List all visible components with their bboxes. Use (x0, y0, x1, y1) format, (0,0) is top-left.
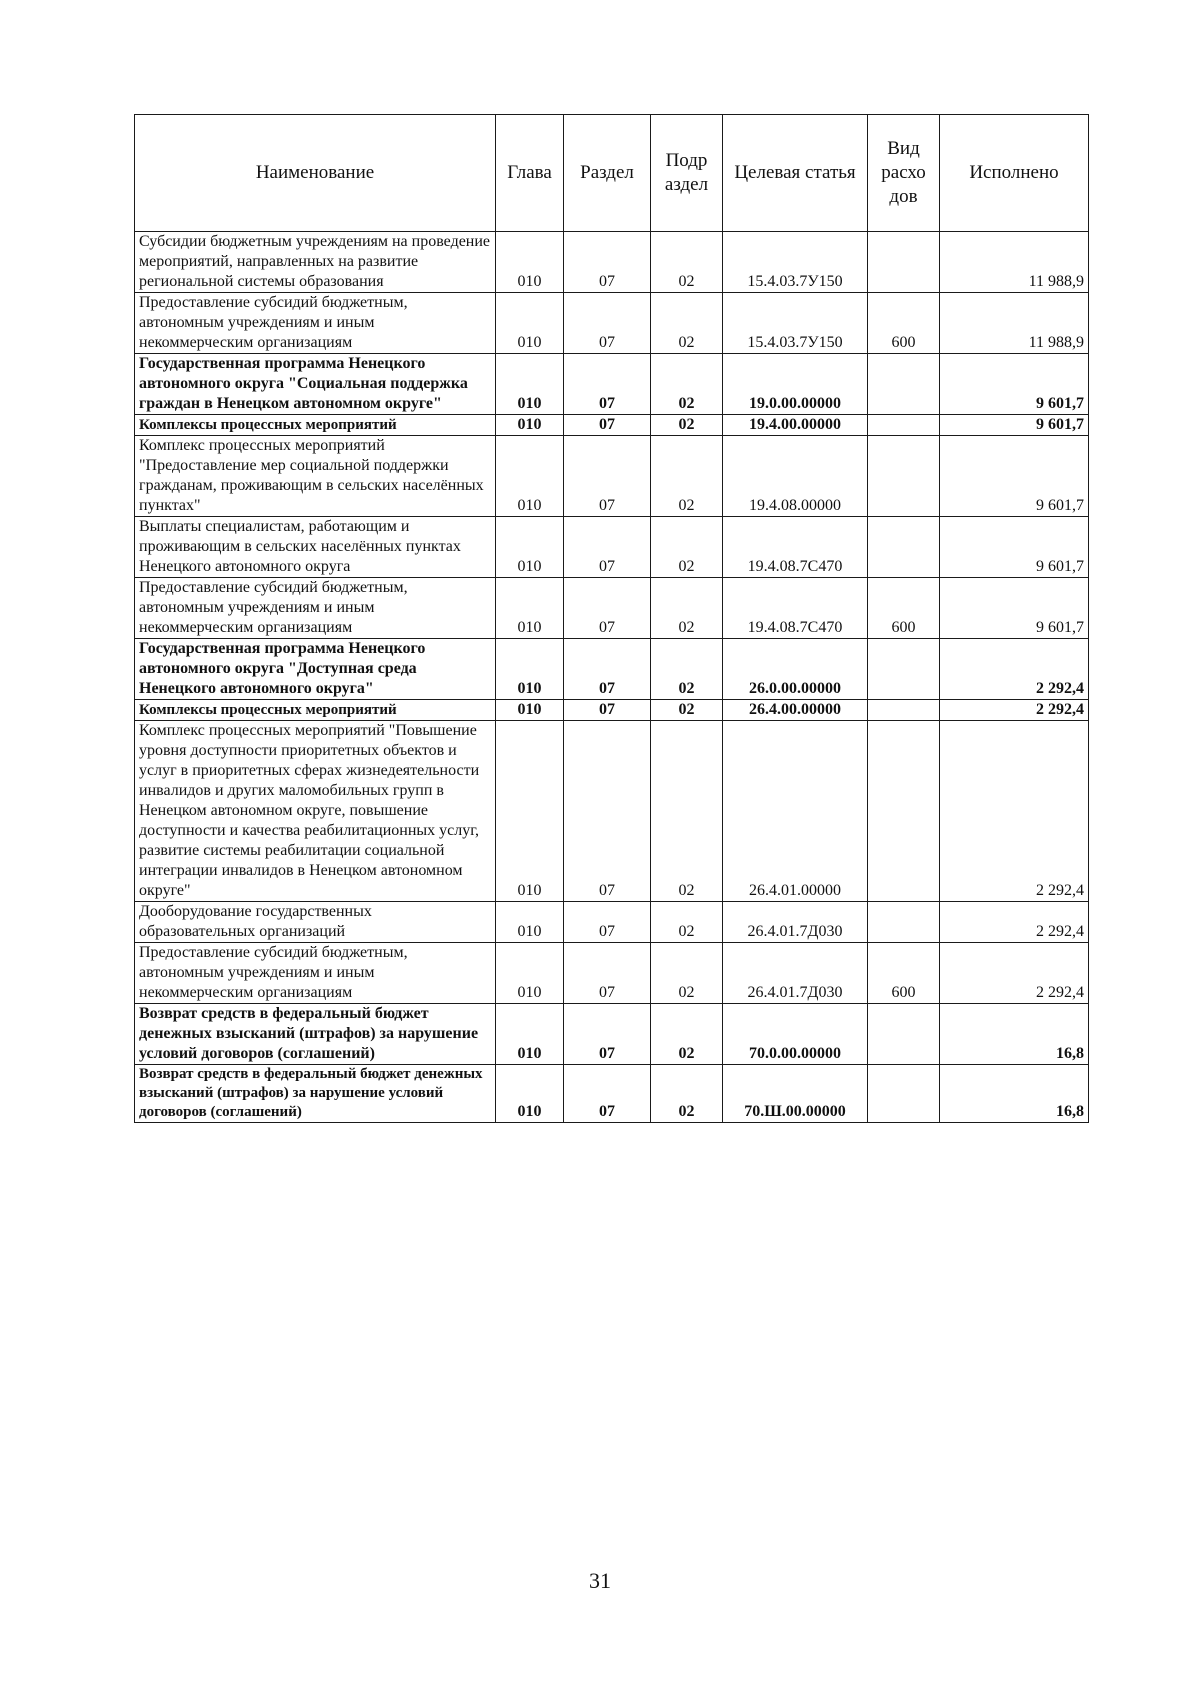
row-target: 26.4.01.7Д030 (723, 943, 868, 1004)
row-executed: 9 601,7 (940, 415, 1089, 436)
row-expense-type (868, 700, 940, 721)
row-subsection: 02 (651, 639, 723, 700)
row-chapter: 010 (496, 517, 564, 578)
row-target: 19.4.08.7С470 (723, 517, 868, 578)
row-subsection: 02 (651, 354, 723, 415)
table-row (135, 639, 1089, 700)
row-target: 19.4.00.00000 (723, 415, 868, 436)
row-section: 07 (564, 578, 651, 639)
row-expense-type (868, 517, 940, 578)
row-expense-type (868, 639, 940, 700)
row-section: 07 (564, 517, 651, 578)
row-chapter: 010 (496, 1065, 564, 1123)
row-name: Комплекс процессных мероприятий "Предоставление мер социальной поддержки гражданам, проживающим в сельских населённых пунктах" (135, 436, 496, 517)
row-expense-type (868, 1004, 940, 1065)
table-row (135, 578, 1089, 639)
table-row (135, 721, 1089, 902)
row-chapter: 010 (496, 232, 564, 293)
row-subsection: 02 (651, 721, 723, 902)
row-executed: 2 292,4 (940, 902, 1089, 943)
row-expense-type (868, 902, 940, 943)
row-target: 26.4.01.00000 (723, 721, 868, 902)
row-target: 15.4.03.7У150 (723, 232, 868, 293)
row-target: 15.4.03.7У150 (723, 293, 868, 354)
row-chapter: 010 (496, 721, 564, 902)
row-target: 70.Ш.00.00000 (723, 1065, 868, 1123)
row-executed: 11 988,9 (940, 232, 1089, 293)
table-row (135, 436, 1089, 517)
row-subsection: 02 (651, 1004, 723, 1065)
budget-table (134, 114, 1089, 1123)
header-row (135, 115, 1089, 232)
row-subsection: 02 (651, 293, 723, 354)
row-chapter: 010 (496, 354, 564, 415)
table-row (135, 1065, 1089, 1123)
row-name: Комплексы процессных мероприятий (135, 415, 496, 436)
row-executed: 11 988,9 (940, 293, 1089, 354)
table-row (135, 232, 1089, 293)
row-section: 07 (564, 232, 651, 293)
row-expense-type: 600 (868, 578, 940, 639)
row-chapter: 010 (496, 578, 564, 639)
row-executed: 9 601,7 (940, 517, 1089, 578)
header-subsection: Подр аздел (651, 115, 723, 232)
row-subsection: 02 (651, 517, 723, 578)
row-expense-type (868, 232, 940, 293)
row-name: Государственная программа Ненецкого автономного округа "Доступная среда Ненецкого автономного округа" (135, 639, 496, 700)
row-expense-type (868, 436, 940, 517)
row-name: Предоставление субсидий бюджетным, автономным учреждениям и иным некоммерческим организациям (135, 943, 496, 1004)
row-subsection: 02 (651, 943, 723, 1004)
row-name: Комплексы процессных мероприятий (135, 700, 496, 721)
table-row (135, 415, 1089, 436)
row-target: 70.0.00.00000 (723, 1004, 868, 1065)
table-row (135, 293, 1089, 354)
table-row (135, 902, 1089, 943)
page-number: 31 (589, 1568, 611, 1593)
header-section: Раздел (564, 115, 651, 232)
row-name: Государственная программа Ненецкого автономного округа "Социальная поддержка граждан в Ненецком автономном округе" (135, 354, 496, 415)
row-name: Возврат средств в федеральный бюджет денежных взысканий (штрафов) за нарушение условий договоров (соглашений) (135, 1004, 496, 1065)
row-executed: 9 601,7 (940, 578, 1089, 639)
row-chapter: 010 (496, 700, 564, 721)
row-target: 19.4.08.00000 (723, 436, 868, 517)
row-name: Предоставление субсидий бюджетным, автономным учреждениям и иным некоммерческим организациям (135, 578, 496, 639)
row-subsection: 02 (651, 700, 723, 721)
row-subsection: 02 (651, 578, 723, 639)
row-section: 07 (564, 943, 651, 1004)
row-section: 07 (564, 354, 651, 415)
row-subsection: 02 (651, 232, 723, 293)
row-name: Предоставление субсидий бюджетным, автономным учреждениям и иным некоммерческим организациям (135, 293, 496, 354)
row-expense-type (868, 354, 940, 415)
row-expense-type: 600 (868, 293, 940, 354)
row-section: 07 (564, 700, 651, 721)
row-name: Дооборудование государственных образовательных организаций (135, 902, 496, 943)
row-name: Выплаты специалистам, работающим и проживающим в сельских населённых пунктах Ненецкого автономного округа (135, 517, 496, 578)
row-executed: 9 601,7 (940, 436, 1089, 517)
table-row (135, 354, 1089, 415)
row-subsection: 02 (651, 436, 723, 517)
row-chapter: 010 (496, 436, 564, 517)
row-target: 26.4.00.00000 (723, 700, 868, 721)
header-expense-type: Вид расхо дов (868, 115, 940, 232)
row-expense-type (868, 721, 940, 902)
row-section: 07 (564, 639, 651, 700)
row-name: Субсидии бюджетным учреждениям на проведение мероприятий, направленных на развитие региональной системы образования (135, 232, 496, 293)
row-executed: 16,8 (940, 1065, 1089, 1123)
row-section: 07 (564, 1004, 651, 1065)
row-target: 26.0.00.00000 (723, 639, 868, 700)
row-chapter: 010 (496, 639, 564, 700)
table-row (135, 943, 1089, 1004)
row-section: 07 (564, 902, 651, 943)
row-expense-type (868, 415, 940, 436)
row-section: 07 (564, 436, 651, 517)
row-target: 19.0.00.00000 (723, 354, 868, 415)
header-target: Целевая статья (723, 115, 868, 232)
table-row (135, 1004, 1089, 1065)
row-chapter: 010 (496, 293, 564, 354)
row-subsection: 02 (651, 415, 723, 436)
row-subsection: 02 (651, 902, 723, 943)
row-name: Комплекс процессных мероприятий "Повышение уровня доступности приоритетных объектов и услуг в приоритетных сферах жизнедеятельности инвалидов и других маломобильных групп в Ненецком автономном округе, повышение доступности и качества реабилитационных услуг, развитие системы реабилитации социальной интеграции инвалидов в Ненецком автономном округе" (135, 721, 496, 902)
row-chapter: 010 (496, 943, 564, 1004)
row-chapter: 010 (496, 415, 564, 436)
row-section: 07 (564, 415, 651, 436)
row-executed: 16,8 (940, 1004, 1089, 1065)
row-target: 19.4.08.7С470 (723, 578, 868, 639)
table-row (135, 517, 1089, 578)
header-executed: Исполнено (940, 115, 1089, 232)
row-executed: 2 292,4 (940, 700, 1089, 721)
row-section: 07 (564, 293, 651, 354)
row-section: 07 (564, 721, 651, 902)
table-row (135, 700, 1089, 721)
row-target: 26.4.01.7Д030 (723, 902, 868, 943)
row-chapter: 010 (496, 902, 564, 943)
row-executed: 9 601,7 (940, 354, 1089, 415)
row-section: 07 (564, 1065, 651, 1123)
header-chapter: Глава (496, 115, 564, 232)
header-name: Наименование (135, 115, 496, 232)
row-name: Возврат средств в федеральный бюджет денежных взысканий (штрафов) за нарушение условий договоров (соглашений) (135, 1065, 496, 1123)
row-executed: 2 292,4 (940, 943, 1089, 1004)
row-chapter: 010 (496, 1004, 564, 1065)
row-expense-type (868, 1065, 940, 1123)
row-executed: 2 292,4 (940, 639, 1089, 700)
row-executed: 2 292,4 (940, 721, 1089, 902)
row-expense-type: 600 (868, 943, 940, 1004)
row-subsection: 02 (651, 1065, 723, 1123)
